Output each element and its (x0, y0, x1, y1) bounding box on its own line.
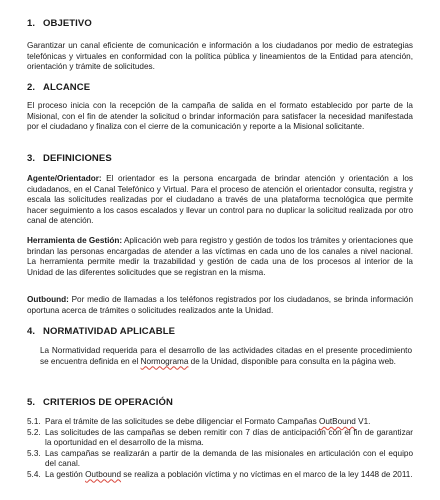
criterios-list (27, 417, 413, 480)
list-item-text: Las solicitudes de las campañas se deben remitir con 7 días de anticipación con el fin de garantizar la oportunidad en el desarrollo de la misma. (45, 427, 413, 447)
definition-term: Outbound: (27, 295, 69, 304)
definition-term: Agente/Orientador: (27, 174, 102, 183)
list-item-number: 5.4. (27, 469, 41, 479)
section-heading-alcance (27, 82, 90, 93)
section-number: 1. (27, 18, 36, 29)
section-number: 4. (27, 326, 36, 337)
list-item (27, 449, 413, 470)
list-item-text (45, 470, 413, 481)
list-item-number: 5.3. (27, 448, 41, 458)
normatividad-text-after: de la Unidad, disponible para consulta en la página web. (188, 356, 396, 366)
list-item-text-after: se realiza a población víctima y no víctimas en el marco de la ley 1448 de 2011. (121, 469, 413, 479)
section-heading-definiciones (27, 153, 112, 164)
spellcheck-flagged-word[interactable]: Normograma (140, 356, 189, 366)
list-item-text (45, 417, 413, 428)
list-item (27, 417, 413, 428)
definition-text: Aplicación web para registro y gestión de todos los trámites y orientaciones que brindan las personas encargadas de atender a las víctimas en cada uno de los canales a nivel nacional. La herramienta permite medir la trazabilidad y gestión de cada una de los procesos al interior de la Unidad de las diferentes solicitudes que se registran en la misma. (27, 236, 413, 277)
definition-text: El orientador es la persona encargada de brindar atención y orientación a los ciudadanos, en el Canal Telefónico y Virtual. Para el proceso de atención el orientador consulta, registra y escala las solicitudes realizadas por el ciudadano a través de una plataforma tecnológica que permite hacer seguimiento a los casos escalados y llevar un control para no duplicar la solicitud realizada por otro canal de atención. (27, 174, 413, 225)
section-title: DEFINICIONES (43, 153, 112, 164)
list-item-text-before: La gestión (45, 469, 86, 479)
normatividad-text-before: La Normatividad requerida para el desarrollo de las actividades citadas en el presente procedimiento se encuentra definida en el (40, 346, 412, 366)
spellcheck-flagged-word[interactable]: Outbound (85, 469, 122, 479)
section-number: 5. (27, 397, 36, 408)
definition-outbound (27, 295, 413, 316)
section-heading-objetivo (27, 18, 92, 29)
section-number: 3. (27, 153, 36, 164)
alcance-paragraph: El proceso inicia con la recepción de la campaña de salida en el formato establecido por parte de la Misional, con el fin de atender la solicitud o brindar información para satisfacer la necesidad manifestada por el ciudadano y finaliza con el cierre de la comunicación y reporte a la Misional solicitante. (27, 101, 413, 131)
list-item (27, 470, 413, 481)
section-title: OBJETIVO (43, 18, 92, 29)
section-number: 2. (27, 82, 36, 93)
list-item-number: 5.1. (27, 417, 41, 426)
list-item-text: Las campañas se realizarán a partir de la demanda de las misionales en articulación con el equipo del canal. (45, 448, 413, 468)
definition-term: Herramienta de Gestión: (27, 236, 123, 245)
list-item-text-before: Para el trámite de las solicitudes se debe diligenciar el Formato Campañas (45, 417, 319, 426)
spellcheck-flagged-word[interactable]: OutBound (318, 417, 356, 426)
section-heading-criterios (27, 397, 173, 408)
normatividad-paragraph (40, 346, 412, 367)
section-title: CRITERIOS DE OPERACIÓN (43, 397, 173, 408)
list-item-number: 5.2. (27, 427, 41, 437)
objetivo-paragraph: Garantizar un canal eficiente de comunicación e información a los ciudadanos por medio de estrategias telefónicas y virtuales en conformidad con la política pública y lineamientos de la Entidad para atención, orientación y trámite de solicitudes. (27, 41, 413, 71)
definition-text: Por medio de llamadas a los teléfonos registrados por los ciudadanos, se brinda información oportuna acerca de trámites o solicitudes realizados ante la Unidad. (27, 295, 414, 315)
section-heading-normatividad (27, 326, 175, 337)
definition-agente (27, 174, 413, 227)
list-item-text-after: V1. (355, 417, 371, 426)
definition-herramienta (27, 236, 413, 278)
list-item (27, 428, 413, 449)
section-title: ALCANCE (43, 82, 91, 93)
section-title: NORMATIVIDAD APLICABLE (43, 326, 176, 337)
